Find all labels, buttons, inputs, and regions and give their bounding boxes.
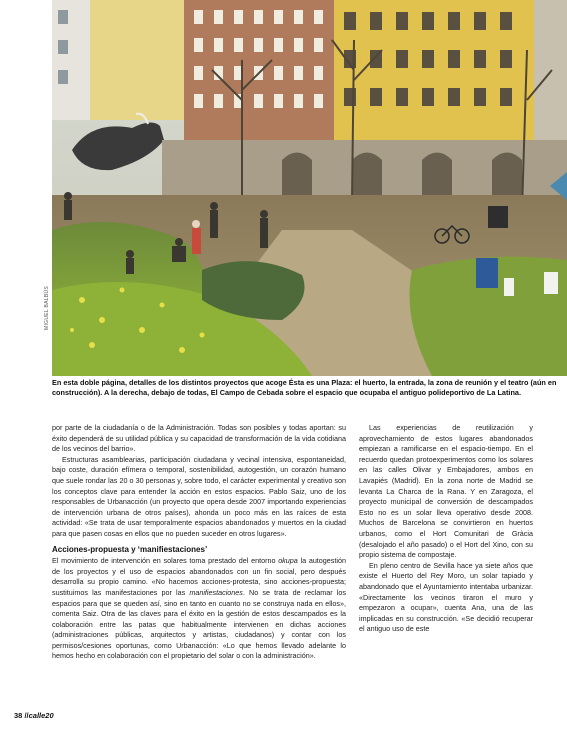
italic-term: manifiestaciones: [189, 587, 243, 597]
slash-mark: //: [24, 711, 29, 720]
article-column-left: [52, 423, 346, 662]
photo-urban-garden: [52, 0, 567, 376]
magazine-name: calle20: [28, 711, 54, 720]
page-footer: [14, 711, 54, 720]
paragraph: En pleno centro de Sevilla hace ya siete años que existe el Huerto del Rey Moro, un solar tapiado y abandonado que el Ayuntamiento intentaba urbanizar. «Directamente los vecinos tiraron el muro y empezaron a ocupar», cuenta Ana, una de las implicadas en su construcción. «Se decidió recuperar el antiguo uso de este: [359, 560, 533, 634]
main-photo: [52, 0, 567, 376]
photo-caption: En esta doble página, detalles de los distintos proyectos que acoge Ésta es una Plaza: el huerto, la entrada, la zona de reunión y el teatro (aún en construcción). A la derecha, debajo de todas, El Campo de Cebada sobre el espacio que ocupaba el antiguo polideportivo de La Latina.: [52, 378, 557, 397]
text-run: El movimiento de intervención en solares toma prestado del entorno: [52, 556, 279, 566]
text-run: la autogestión de los proyectos y el uso de espacios abandonados con un fin social, pero después desarrolla su propio camino. «No hacemos acciones-protesta, sino acciones-propuesta; sustituimos las manifestaciones por las: [52, 556, 346, 597]
paragraph: Las experiencias de reutilización y aprovechamiento de estos lugares abandonados empiezan a ramificarse en el espacio-tiempo. En el recuerdo quedan protoexperimentos como los solares en las calles Olivar y Embajadores, ambos en Lavapiés (Madrid). En la zona norte de Madrid se levanta La Charca de la Rana. Y en Zaragoza, el proyecto municipal de conversión de descampados Esto no es un solar lleva operativo desde 2008. Muchos de Barcelona se convirtieron en huertos urbanos, como el Hort Comunitari de Gràcia (desalojado el año pasado) o el Hort del Xino, con su propio sistema de compostaje.: [359, 423, 533, 560]
photo-credit: MIGUEL BALBÚS: [44, 285, 50, 330]
italic-term: okupa: [278, 556, 298, 566]
page-number: 38: [14, 711, 23, 720]
section-heading: Acciones-propuesta y ‘manifiestaciones’: [52, 544, 208, 554]
paragraph: [52, 556, 346, 662]
paragraph: Estructuras asamblearias, participación ciudadana y vecinal intensiva, espontaneidad, bajo coste, duración efímera o temporal, sostenibilidad, autogestión, un corazón humano que suele rondar las 20 o 30 personas y, sobre todo, el carácter experimental y creativo son los conceptos clave para entender la acción en estos espacios. Pablo Saiz, uno de los responsables de Urbanacción (un proyecto que opera desde 2007 importando experiencias de intervención urbana de otros países), ahonda un poco más en las raíces de esta actividad: «Se trata de usar temporalmente espacios abandonados y muertos en la ciudad para que pasen cosas en ellos que no pueden suceder en otros lugares».: [52, 454, 346, 538]
text-run: . No se trata de reclamar los espacios para que se queden así, sino en tanto en cuanto no se construya nada en ellos», comenta Saiz. Otra de las claves para el éxito en la gestión de estos descampados es la colaboración entre las patas que habitualmente intervienen en dichas acciones (administraciones públicas, arquitectos y artistas, ciudadanos) y contar con los permisos/cesiones oportunas, como Urbanacción: «Lo que hemos llevado adelante lo hemos hecho en colaboración con el propietario del solar o con la administración».: [52, 587, 347, 661]
article-column-right: [359, 423, 533, 635]
paragraph: por parte de la ciudadanía o de la Administración. Todas son posibles y todas aportan: su éxito dependerá de su utilidad pública y su capacidad de transformación de la vida cotidiana de los vecinos del barrio».: [52, 423, 346, 454]
